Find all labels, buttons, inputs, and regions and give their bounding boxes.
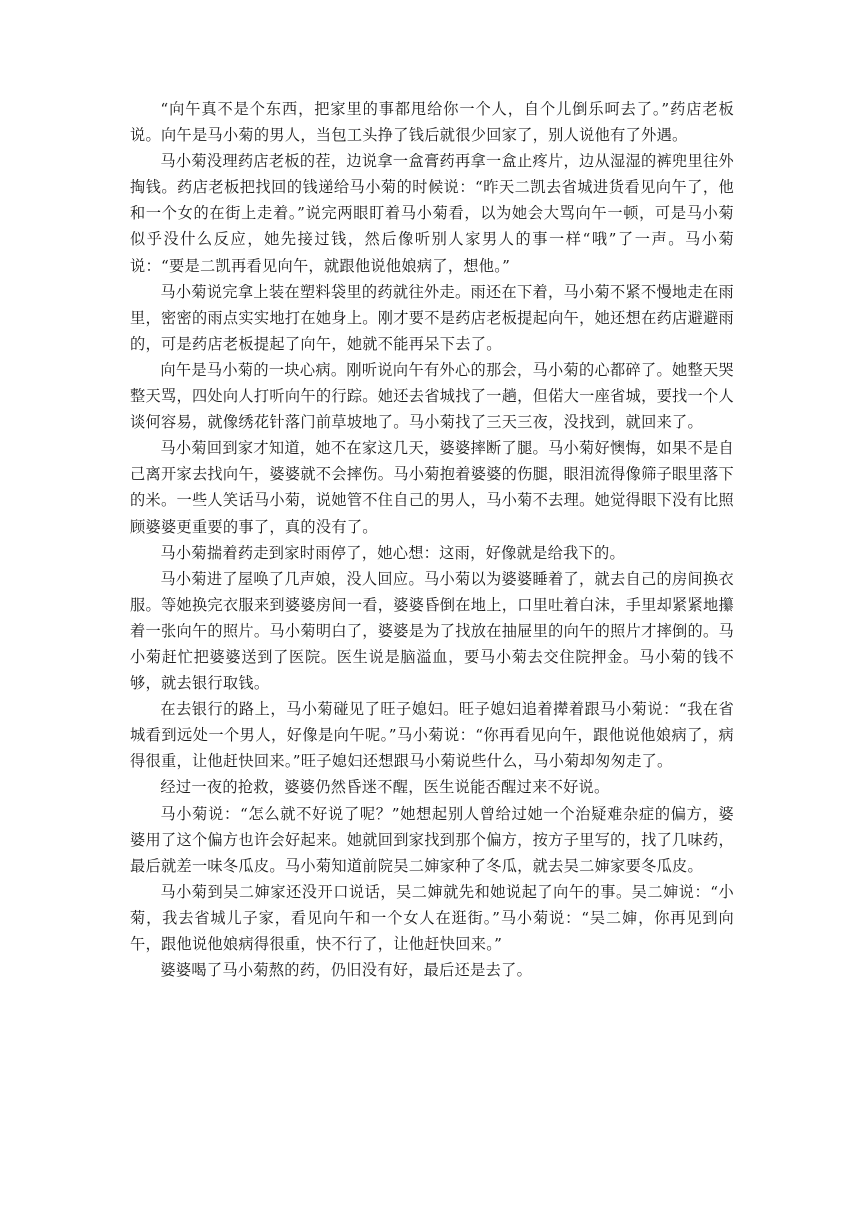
paragraph: 马小菊到吴二婶家还没开口说话，吴二婶就先和她说起了向午的事。吴二婶说：“小菊，我去省城儿子家，看见向午和一个女人在逛街。”马小菊说：“吴二婶，你再见到向午，跟他说他娘病得很重，快不行了，让他赶快回来。” [130,882,734,953]
paragraph: 在去银行的路上，马小菊碰见了旺子媳妇。旺子媳妇追着撵着跟马小菊说：“我在省城看到远处一个男人，好像是向午呢。”马小菊说：“你再看见向午，跟他说他娘病了，病得很重，让他赶快回来。”旺子媳妇还想跟马小菊说些什么，马小菊却匆匆走了。 [130,700,734,771]
paragraph: 向午是马小菊的一块心病。刚听说向午有外心的那会，马小菊的心都碎了。她整天哭整天骂，四处向人打听向午的行踪。她还去省城找了一趟，但偌大一座省城，要找一个人谈何容易，就像绣花针落门前草坡地了。马小菊找了三天三夜，没找到，就回来了。 [130,360,735,432]
paragraph: “向午真不是个东西，把家里的事都甩给你一个人，自个儿倒乐呵去了。”药店老板说。向午是马小菊的男人，当包工头挣了钱后就很少回家了，别人说他有了外遇。 [130,100,734,145]
paragraph: 马小菊揣着药走到家时雨停了，她心想：这雨，好像就是给我下的。 [160,543,626,562]
paragraph: 马小菊没理药店老板的茬，边说拿一盒膏药再拿一盒止疼片，边从湿湿的裤兜里往外掏钱。药店老板把找回的钱递给马小菊的时候说：“昨天二凯去省城进货看见向午了，他和一个女的在街上走着。”说完两眼盯着马小菊看，以为她会大骂向午一顿，可是马小菊似乎没什么反应，她先接过钱，然后像听别人家男人的事一样“哦”了一声。马小菊说：“要是二凯再看见向午，就跟他说他娘病了，想他。” [130,152,734,275]
paragraph: 马小菊回到家才知道，她不在家这几天，婆婆摔断了腿。马小菊好懊悔，如果不是自己离开家去找向午，婆婆就不会摔伤。马小菊抱着婆婆的伤腿，眼泪流得像筛子眼里落下的米。一些人笑话马小菊，说她管不住自己的男人，马小菊不去理。她觉得眼下没有比照顾婆婆更重要的事了，真的没有了。 [130,439,735,536]
paragraph: 马小菊说完拿上装在塑料袋里的药就往外走。雨还在下着，马小菊不紧不慢地走在雨里，密密的雨点实实地打在她身上。刚才要不是药店老板提起向午，她还想在药店避避雨的，可是药店老板提起了向午，她就不能再呆下去了。 [130,282,735,353]
paragraph: 婆婆喝了马小菊熬的药，仍旧没有好，最后还是去了。 [160,961,533,980]
paragraph: 经过一夜的抢救，婆婆仍然昏迷不醒，医生说能否醒过来不好说。 [160,778,610,797]
paragraph: 马小菊说：“怎么就不好说了呢？”她想起别人曾给过她一个治疑难杂症的偏方，婆婆用了这个偏方也许会好起来。她就回到家找到那个偏方，按方子里写的，找了几味药，最后就差一味冬瓜皮。马小菊知道前院吴二婶家种了冬瓜，就去吴二婶家要冬瓜皮。 [130,804,735,875]
paragraph: 马小菊进了屋唤了几声娘，没人回应。马小菊以为婆婆睡着了，就去自己的房间换衣服。等她换完衣服来到婆婆房间一看，婆婆昏倒在地上，口里吐着白沫，手里却紧紧地攥着一张向午的照片。马小菊明白了，婆婆是为了找放在抽屉里的向午的照片才摔倒的。马小菊赶忙把婆婆送到了医院。医生说是脑溢血，要马小菊去交住院押金。马小菊的钱不够，就去银行取钱。 [130,569,735,693]
story-text [130,96,734,983]
